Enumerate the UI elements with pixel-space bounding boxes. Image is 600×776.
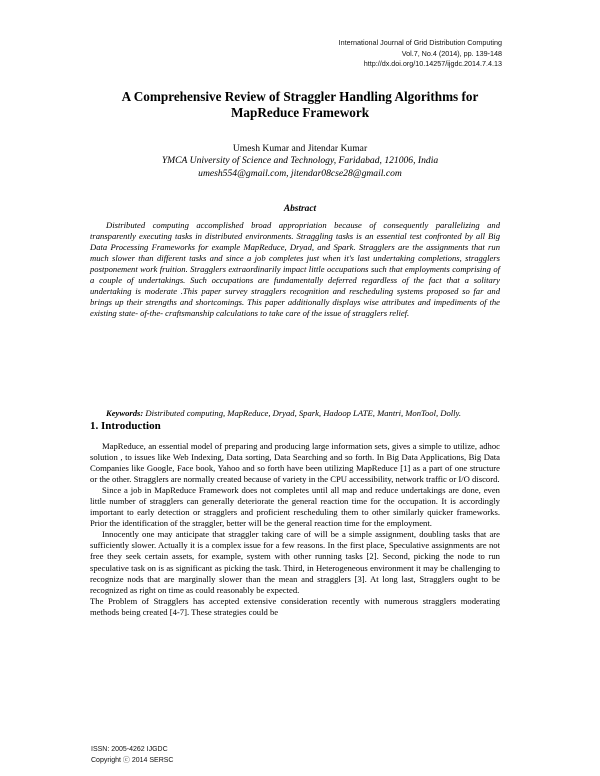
- page-footer: [91, 745, 173, 766]
- author-names: Umesh Kumar and Jitendar Kumar: [232, 143, 368, 154]
- paper-title: [60, 89, 540, 120]
- abstract-heading: Abstract: [283, 204, 317, 214]
- author-emails: umesh554@gmail.com, jitendar08cse28@gmail.com: [198, 167, 402, 179]
- title-line-2: MapReduce Framework: [230, 104, 370, 120]
- journal-doi: http://dx.doi.org/10.14257/ijgdc.2014.7.4.13: [363, 59, 502, 69]
- title-line-1: A Comprehensive Review of Straggler Handling Algorithms for: [121, 89, 479, 104]
- paragraph: Since a job in MapReduce Framework does not completes until all map and reduce undertakings are done, even little number of stragglers can generally deteriorate the general reaction time for the occupation. It is accordingly important to early detection or stragglers and proficient rescheduling them to other similarly quicker frameworks. Prior the identification of the straggler, better will be the general reaction time for the employment.: [90, 485, 500, 529]
- keywords: [90, 408, 500, 419]
- introduction-body: [90, 441, 500, 618]
- paragraph: MapReduce, an essential model of preparing and producing large information sets, gives a simple to utilize, adhoc solution , to issues like Web Indexing, Data sorting, Data Searching and so forth. In Big Data Applications, Big Data Companies like Google, Face book, Yahoo and so forth have been utilizing MapReduce [1] as a part of one structure or the other. Stragglers are normally created because of variety in the CPU accessibility, network traffic or I/O discord.: [90, 441, 500, 485]
- keywords-label: Keywords:: [106, 408, 144, 418]
- journal-volume: Vol.7, No.4 (2014), pp. 139-148: [401, 48, 502, 58]
- footer-issn: ISSN: 2005-4262 IJGDC: [91, 746, 168, 753]
- footer-copyright: Copyright ⓒ 2014 SERSC: [91, 756, 174, 764]
- keywords-text: Distributed computing, MapReduce, Dryad, Spark, Hadoop LATE, Mantri, MonTool, Dolly.: [145, 408, 462, 418]
- section-heading-introduction: 1. Introduction: [90, 420, 161, 432]
- paragraph: The Problem of Stragglers has accepted extensive consideration recently with numerous stragglers moderating methods being created [4-7]. These strategies could be: [90, 595, 500, 617]
- author-block: [60, 143, 540, 180]
- abstract-text: Distributed computing accomplished broad appropriation because of consequently parallelizing and transparently executing tasks in distributed environments. Straggling tasks is an essential test confronted by all Big Data Processing Frameworks for example MapReduce, Dryad, and Spark. Stragglers are the assignments that run much slower than different tasks and since a job completes just when it's last undertaking completions, stragglers postponement work fruition. Stragglers extraordinarily impact little occupations such that employments comprising of a couple of undertakings. Such occupations are fundamentally deferred regardless of the fact that a solitary undertaking is moderate .This paper survey stragglers recognition and rescheduling systems proposed so far and brings up their strengths and shortcomings. This paper additionally displays wise attributes and impediments of the existing state- of-the- craftsmanship calculations to take care of the issue of stragglers relief.: [90, 220, 500, 319]
- journal-name: International Journal of Grid Distribution Computing: [338, 38, 502, 47]
- journal-header: [339, 38, 502, 70]
- paragraph: Innocently one may anticipate that straggler taking care of will be a simple assignment, doubling tasks that are sufficiently slower. Actually it is a complex issue for a few reasons. In the first place, Speculative assignments are not free they seek certain assets, for example, system with other running tasks [2]. Second, picking the node to run speculative task on is as significant as picking the task. Third, in Heterogeneous environment it may be challenging to recognize nods that are marginally slower than the mean and stragglers [3]. At long last, Stragglers ought to be recognized as right on time as could reasonably be expected.: [90, 529, 500, 595]
- author-affiliation: YMCA University of Science and Technology, Faridabad, 121006, India: [161, 155, 439, 167]
